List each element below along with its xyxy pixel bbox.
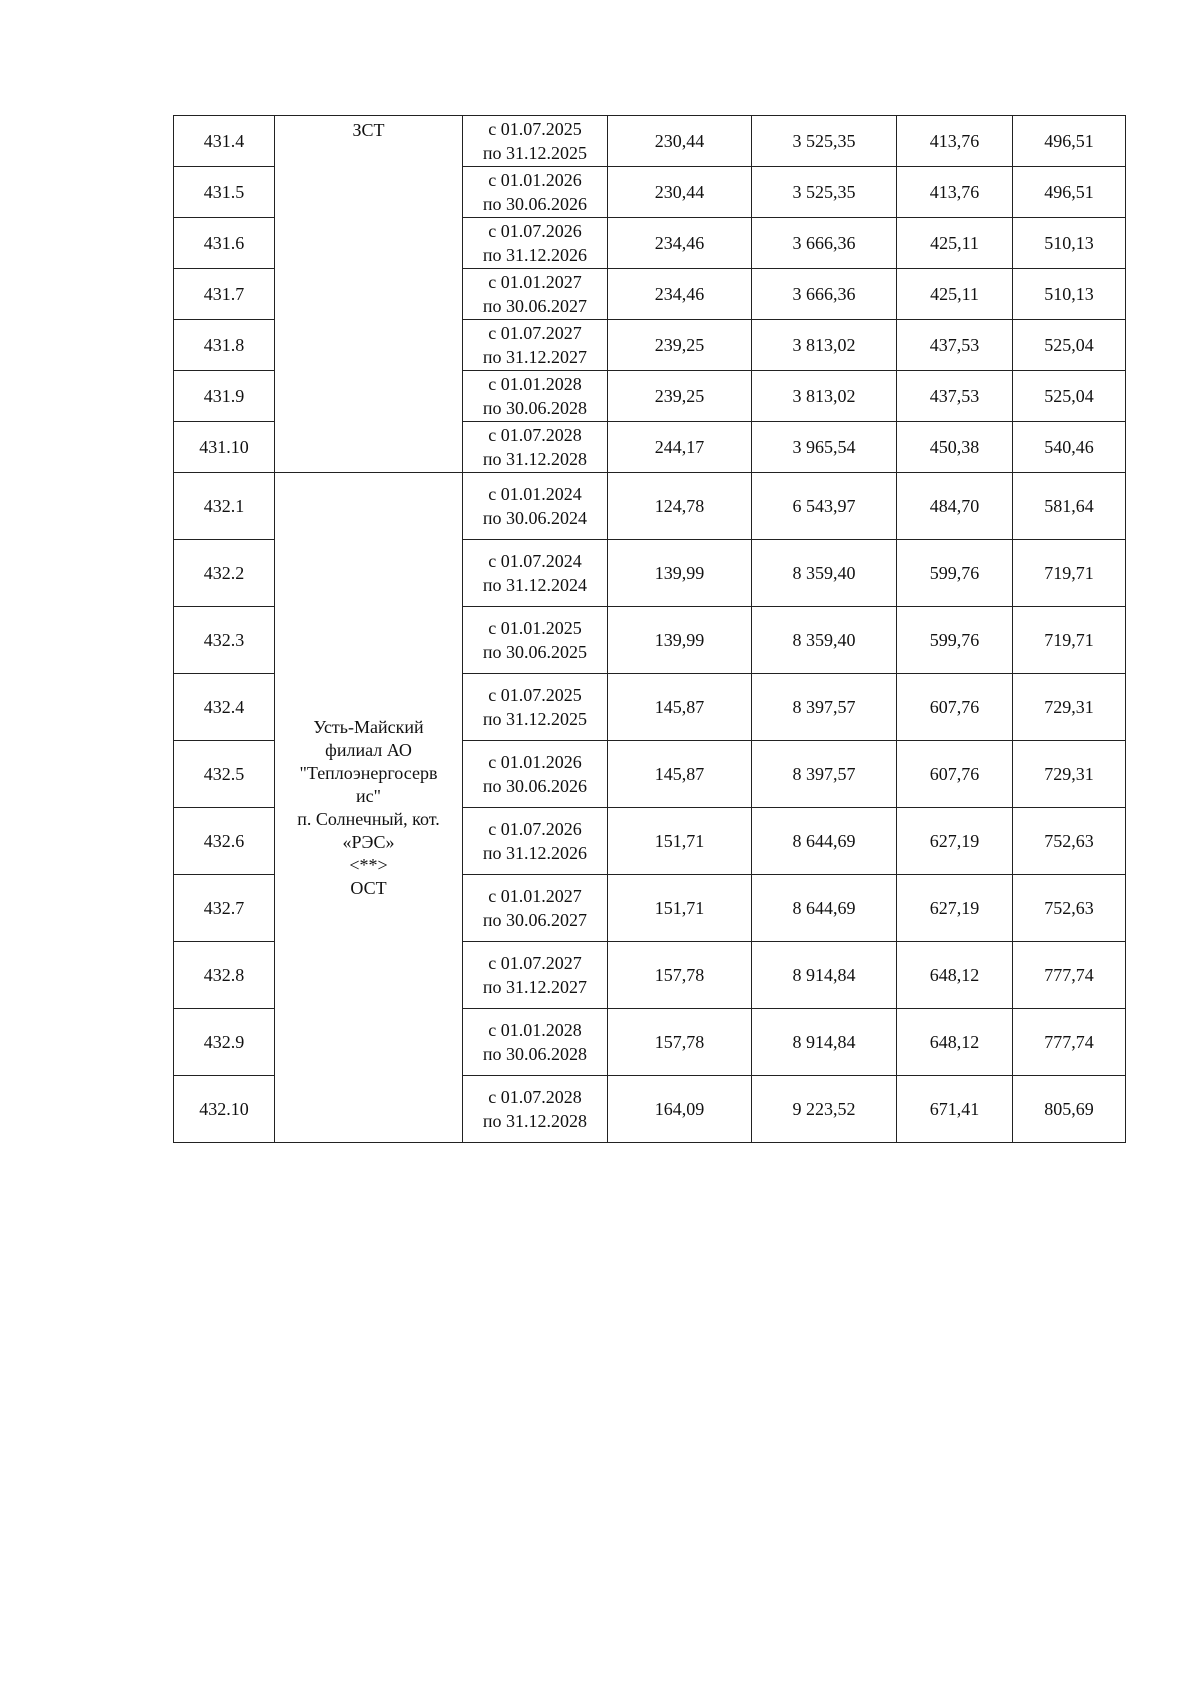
period-cell <box>463 540 608 607</box>
value-cell-3: 671,41 <box>897 1076 1013 1143</box>
value-cell-4: 752,63 <box>1013 808 1126 875</box>
value-cell-1: 139,99 <box>608 607 752 674</box>
value-cell-1: 234,46 <box>608 218 752 269</box>
value-cell-1: 145,87 <box>608 741 752 808</box>
value-cell-4: 752,63 <box>1013 875 1126 942</box>
value-cell-4: 540,46 <box>1013 422 1126 473</box>
period-to: по 30.06.2028 <box>482 1044 588 1064</box>
period-cell <box>463 371 608 422</box>
value-cell-2: 3 666,36 <box>752 218 897 269</box>
value-cell-4: 719,71 <box>1013 540 1126 607</box>
value-cell-1: 145,87 <box>608 674 752 741</box>
value-cell-1: 239,25 <box>608 371 752 422</box>
organization-line: п. Солнечный, кот. <box>297 808 440 829</box>
organization-line: ЗСТ <box>352 120 385 140</box>
period-cell <box>463 607 608 674</box>
period-to: по 31.12.2028 <box>482 1111 588 1131</box>
period-cell <box>463 942 608 1009</box>
organization-line: Усть-Майский <box>313 716 424 737</box>
period-cell <box>463 269 608 320</box>
period-from: с 01.07.2024 <box>488 551 582 571</box>
table-row <box>174 473 1126 540</box>
organization-cell <box>275 473 463 1143</box>
value-cell-1: 239,25 <box>608 320 752 371</box>
period-cell <box>463 167 608 218</box>
period-cell <box>463 116 608 167</box>
period-from: с 01.07.2025 <box>488 119 582 139</box>
value-cell-4: 805,69 <box>1013 1076 1126 1143</box>
period-to: по 30.06.2026 <box>482 776 588 796</box>
row-number-cell: 431.4 <box>174 116 275 167</box>
period-from: с 01.01.2026 <box>488 170 582 190</box>
value-cell-2: 8 644,69 <box>752 808 897 875</box>
value-cell-2: 3 666,36 <box>752 269 897 320</box>
value-cell-2: 8 644,69 <box>752 875 897 942</box>
value-cell-3: 413,76 <box>897 167 1013 218</box>
period-from: с 01.07.2028 <box>488 425 582 445</box>
period-from: с 01.01.2024 <box>488 484 582 504</box>
row-number-cell: 432.8 <box>174 942 275 1009</box>
value-cell-3: 607,76 <box>897 674 1013 741</box>
period-from: с 01.07.2026 <box>488 221 582 241</box>
value-cell-4: 510,13 <box>1013 218 1126 269</box>
value-cell-2: 3 525,35 <box>752 116 897 167</box>
period-from: с 01.01.2028 <box>488 374 582 394</box>
value-cell-3: 607,76 <box>897 741 1013 808</box>
value-cell-4: 525,04 <box>1013 320 1126 371</box>
period-to: по 31.12.2025 <box>482 709 588 729</box>
period-from: с 01.07.2026 <box>488 819 582 839</box>
value-cell-2: 3 813,02 <box>752 371 897 422</box>
period-from: с 01.01.2028 <box>488 1020 582 1040</box>
period-cell <box>463 1076 608 1143</box>
value-cell-2: 8 914,84 <box>752 942 897 1009</box>
value-cell-2: 8 914,84 <box>752 1009 897 1076</box>
period-cell <box>463 473 608 540</box>
value-cell-1: 139,99 <box>608 540 752 607</box>
row-number-cell: 431.10 <box>174 422 275 473</box>
value-cell-3: 437,53 <box>897 371 1013 422</box>
organization-line: филиал АО <box>325 739 412 760</box>
row-number-cell: 431.9 <box>174 371 275 422</box>
period-cell <box>463 808 608 875</box>
value-cell-1: 230,44 <box>608 116 752 167</box>
value-cell-3: 627,19 <box>897 808 1013 875</box>
period-cell <box>463 1009 608 1076</box>
period-from: с 01.07.2027 <box>488 323 582 343</box>
table-row <box>174 116 1126 167</box>
organization-line: ис" <box>356 785 381 806</box>
period-from: с 01.01.2027 <box>488 272 582 292</box>
value-cell-4: 719,71 <box>1013 607 1126 674</box>
value-cell-4: 729,31 <box>1013 741 1126 808</box>
row-number-cell: 432.10 <box>174 1076 275 1143</box>
value-cell-3: 425,11 <box>897 218 1013 269</box>
value-cell-4: 729,31 <box>1013 674 1126 741</box>
value-cell-1: 157,78 <box>608 1009 752 1076</box>
value-cell-3: 599,76 <box>897 607 1013 674</box>
row-number-cell: 432.6 <box>174 808 275 875</box>
value-cell-4: 510,13 <box>1013 269 1126 320</box>
value-cell-2: 8 359,40 <box>752 540 897 607</box>
period-to: по 30.06.2028 <box>482 398 588 418</box>
value-cell-3: 599,76 <box>897 540 1013 607</box>
organization-line: ОСТ <box>350 877 387 898</box>
period-to: по 31.12.2024 <box>482 575 588 595</box>
row-number-cell: 432.2 <box>174 540 275 607</box>
period-to: по 30.06.2026 <box>482 194 588 214</box>
row-number-cell: 432.9 <box>174 1009 275 1076</box>
row-number-cell: 431.5 <box>174 167 275 218</box>
value-cell-1: 157,78 <box>608 942 752 1009</box>
period-to: по 31.12.2026 <box>482 245 588 265</box>
period-to: по 31.12.2025 <box>482 143 588 163</box>
period-to: по 31.12.2027 <box>482 347 588 367</box>
value-cell-1: 151,71 <box>608 808 752 875</box>
value-cell-4: 525,04 <box>1013 371 1126 422</box>
row-number-cell: 432.7 <box>174 875 275 942</box>
row-number-cell: 431.7 <box>174 269 275 320</box>
value-cell-3: 425,11 <box>897 269 1013 320</box>
value-cell-2: 8 397,57 <box>752 674 897 741</box>
value-cell-2: 9 223,52 <box>752 1076 897 1143</box>
period-cell <box>463 218 608 269</box>
value-cell-2: 3 965,54 <box>752 422 897 473</box>
value-cell-1: 230,44 <box>608 167 752 218</box>
value-cell-1: 151,71 <box>608 875 752 942</box>
period-cell <box>463 741 608 808</box>
value-cell-2: 8 397,57 <box>752 741 897 808</box>
period-to: по 30.06.2024 <box>482 508 588 528</box>
value-cell-3: 437,53 <box>897 320 1013 371</box>
value-cell-1: 234,46 <box>608 269 752 320</box>
period-to: по 30.06.2027 <box>482 296 588 316</box>
value-cell-1: 164,09 <box>608 1076 752 1143</box>
value-cell-3: 484,70 <box>897 473 1013 540</box>
value-cell-3: 627,19 <box>897 875 1013 942</box>
period-from: с 01.07.2025 <box>488 685 582 705</box>
value-cell-4: 496,51 <box>1013 116 1126 167</box>
period-to: по 31.12.2026 <box>482 843 588 863</box>
period-cell <box>463 320 608 371</box>
tariff-table <box>173 115 1126 1143</box>
row-number-cell: 431.8 <box>174 320 275 371</box>
period-to: по 30.06.2025 <box>482 642 588 662</box>
value-cell-2: 3 525,35 <box>752 167 897 218</box>
value-cell-4: 581,64 <box>1013 473 1126 540</box>
value-cell-3: 648,12 <box>897 942 1013 1009</box>
value-cell-3: 450,38 <box>897 422 1013 473</box>
value-cell-4: 777,74 <box>1013 942 1126 1009</box>
row-number-cell: 432.5 <box>174 741 275 808</box>
organization-line: "Теплоэнергосерв <box>299 762 438 783</box>
row-number-cell: 432.1 <box>174 473 275 540</box>
value-cell-3: 413,76 <box>897 116 1013 167</box>
value-cell-4: 496,51 <box>1013 167 1126 218</box>
period-from: с 01.01.2026 <box>488 752 582 772</box>
row-number-cell: 432.3 <box>174 607 275 674</box>
period-to: по 31.12.2028 <box>482 449 588 469</box>
period-cell <box>463 422 608 473</box>
value-cell-2: 8 359,40 <box>752 607 897 674</box>
period-from: с 01.01.2027 <box>488 886 582 906</box>
value-cell-4: 777,74 <box>1013 1009 1126 1076</box>
period-from: с 01.07.2028 <box>488 1087 582 1107</box>
organization-cell <box>275 116 463 473</box>
period-from: с 01.01.2025 <box>488 618 582 638</box>
period-cell <box>463 674 608 741</box>
row-number-cell: 431.6 <box>174 218 275 269</box>
period-from: с 01.07.2027 <box>488 953 582 973</box>
value-cell-2: 3 813,02 <box>752 320 897 371</box>
organization-line: <**> <box>349 854 388 875</box>
period-to: по 30.06.2027 <box>482 910 588 930</box>
value-cell-1: 124,78 <box>608 473 752 540</box>
value-cell-3: 648,12 <box>897 1009 1013 1076</box>
period-cell <box>463 875 608 942</box>
organization-line: «РЭС» <box>342 831 395 852</box>
value-cell-1: 244,17 <box>608 422 752 473</box>
row-number-cell: 432.4 <box>174 674 275 741</box>
period-to: по 31.12.2027 <box>482 977 588 997</box>
value-cell-2: 6 543,97 <box>752 473 897 540</box>
